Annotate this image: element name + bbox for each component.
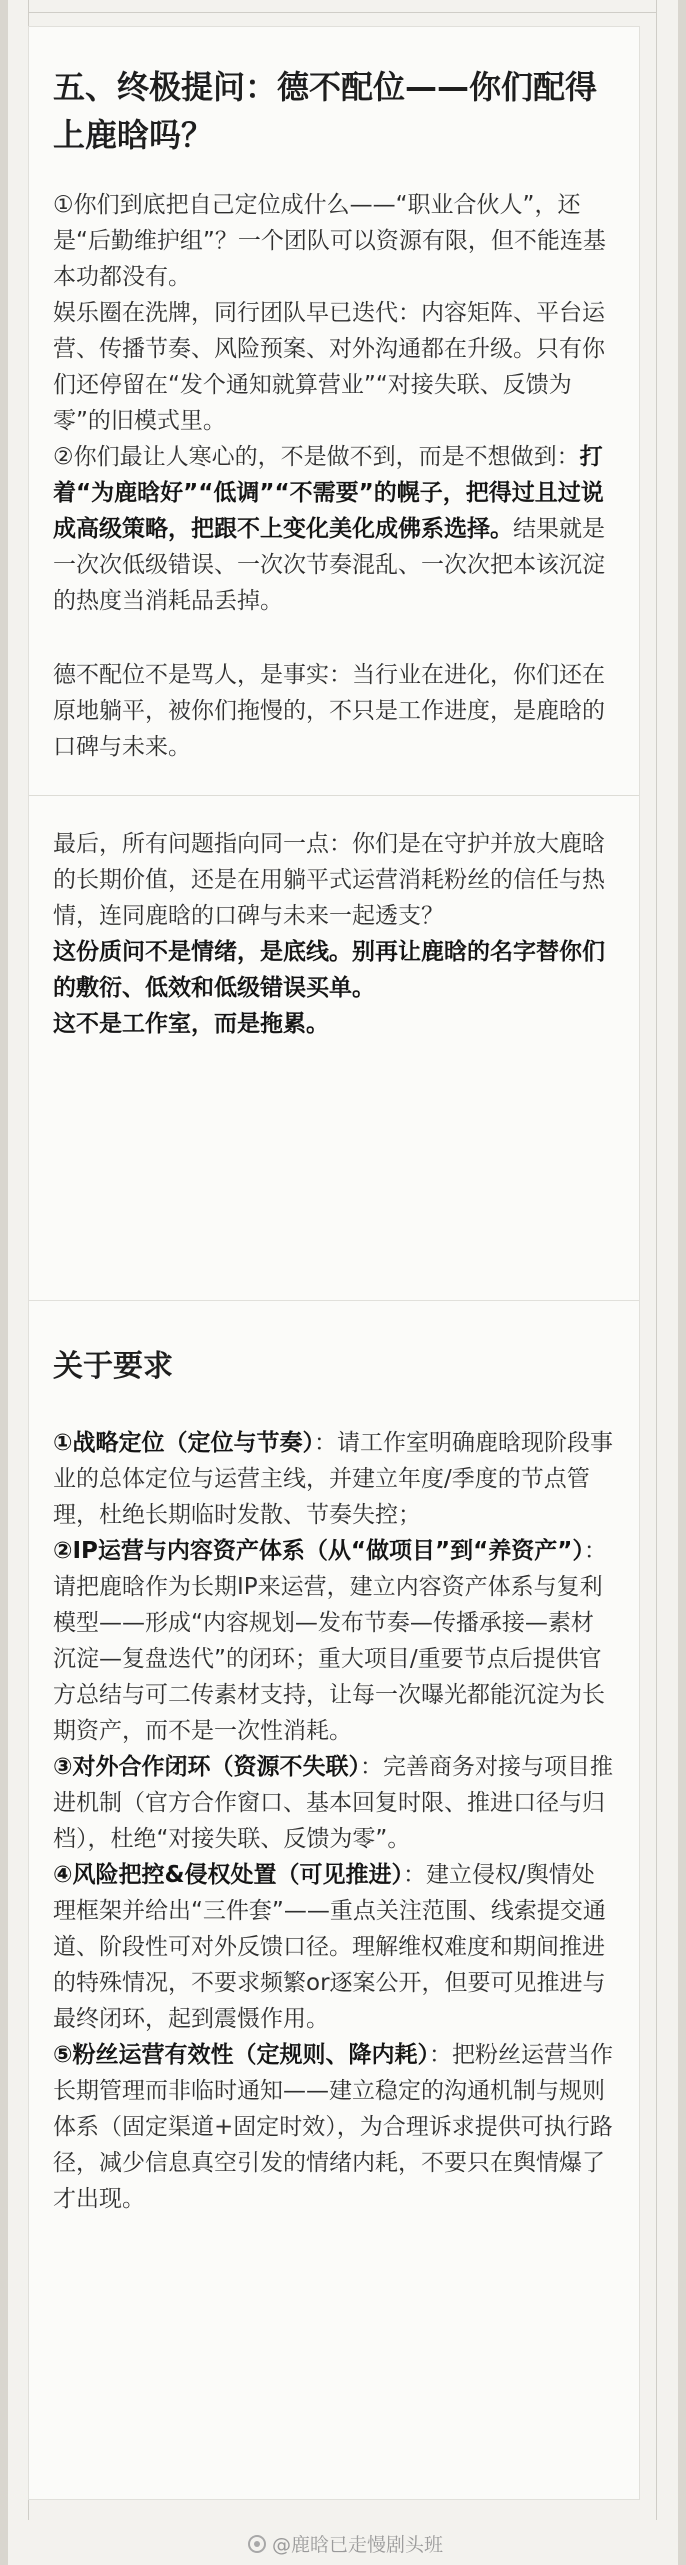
section5-paragraph-3: [53, 439, 615, 619]
requirement-head: ②IP运营与内容资产体系（从“做项目”到“养资产”）: [53, 1538, 584, 1564]
requirement-body: ：建立侵权/舆情处理框架并给出“三件套”——重点关注范围、线索提交通道、阶段性可对外反馈口径。理解维权难度和期间推进的特殊情况，不要求频繁or逐案公开，但要可见推进与最终闭环，起到震慑作用。: [53, 1862, 606, 2032]
paragraph-3-intro: ②你们最让人寒心的，不是做不到，而是不想做到：: [53, 444, 580, 470]
requirements-card: [28, 1300, 640, 2500]
section5-paragraph-6: 这份质问不是情绪，是底线。别再让鹿晗的名字替你们的敷衍、低效和低级错误买单。: [53, 939, 605, 1001]
requirement-head: ⑤粉丝运营有效性（定规则、降内耗）: [53, 2042, 429, 2068]
requirement-head: ①战略定位（定位与节奏）: [53, 1430, 314, 1456]
paragraph-3-tail: 结果就是一次次低级错误、一次次节奏混乱、一次次把本该沉淀的热度当消耗品丢掉。: [53, 516, 605, 614]
section5-paragraph-2: 娱乐圈在洗牌，同行团队早已迭代：内容矩阵、平台运营、传播节奏、风险预案、对外沟通都在升级。只有你们还停留在“发个通知就算营业”“对接失联、反馈为零”的旧模式里。: [53, 300, 605, 434]
weibo-logo-icon: [248, 2535, 266, 2553]
frame-right-border: [656, 0, 657, 2520]
requirement-item-3: [53, 1749, 615, 1857]
top-border: [28, 12, 657, 13]
weibo-watermark: [248, 2530, 443, 2557]
requirement-body: ：把粉丝运营当作长期管理而非临时通知——建立稳定的沟通机制与规则体系（固定渠道+固定时效），为合理诉求提供可执行路径，减少信息真空引发的情绪内耗，不要只在舆情爆了才出现。: [53, 2042, 613, 2212]
section5-title: 五、终极提问：德不配位——你们配得上鹿晗吗？: [53, 68, 598, 154]
requirement-item-1: [53, 1425, 615, 1533]
requirement-head: ④风险把控&侵权处置（可见推进）: [53, 1862, 404, 1888]
requirement-item-4: [53, 1857, 615, 2037]
requirement-body: ：请工作室明确鹿晗现阶段事业的总体定位与运营主线，并建立年度/季度的节点管理，杜绝长期临时发散、节奏失控；: [53, 1430, 613, 1528]
section5-paragraph-4: 德不配位不是骂人，是事实：当行业在进化，你们还在原地躺平，被你们拖慢的，不只是工作进度，是鹿晗的口碑与未来。: [53, 662, 605, 760]
section5-paragraph-7: 这不是工作室，而是拖累。: [53, 1011, 329, 1037]
watermark-text: @鹿晗已走慢剧头班: [272, 2534, 444, 2556]
section5-paragraph-1: ①你们到底把自己定位成什么——“职业合伙人”，还是“后勤维护组”？一个团队可以资源有限，但不能连基本功都没有。: [53, 192, 606, 290]
section-divider: [29, 795, 639, 796]
paragraph-3-bold: 打着“为鹿晗好”“低调”“不需要”的幌子，把得过且过说成高级策略，把跟不上变化美化成佛系选择。: [53, 444, 604, 542]
requirement-head: ③对外合作闭环（资源不失联）: [53, 1754, 360, 1780]
requirement-body: ：完善商务对接与项目推进机制（官方合作窗口、基本回复时限、推进口径与归档），杜绝“对接失联、反馈为零”。: [53, 1754, 613, 1852]
requirement-body: ：请把鹿晗作为长期IP来运营，建立内容资产体系与复利模型——形成“内容规划—发布节奏—传播承接—素材沉淀—复盘迭代”的闭环；重大项目/重要节点后提供官方总结与可二传素材支持，让每一次曝光都能沉淀为长期资产，而不是一次性消耗。: [53, 1538, 607, 1744]
requirement-item-5: [53, 2037, 615, 2217]
requirement-item-2: [53, 1533, 615, 1749]
requirements-title: 关于要求: [53, 1349, 173, 1384]
section5-card: [28, 26, 640, 1361]
section5-paragraph-5: 最后，所有问题指向同一点：你们是在守护并放大鹿晗的长期价值，还是在用躺平式运营消耗粉丝的信任与热情，连同鹿晗的口碑与未来一起透支？: [53, 831, 605, 929]
